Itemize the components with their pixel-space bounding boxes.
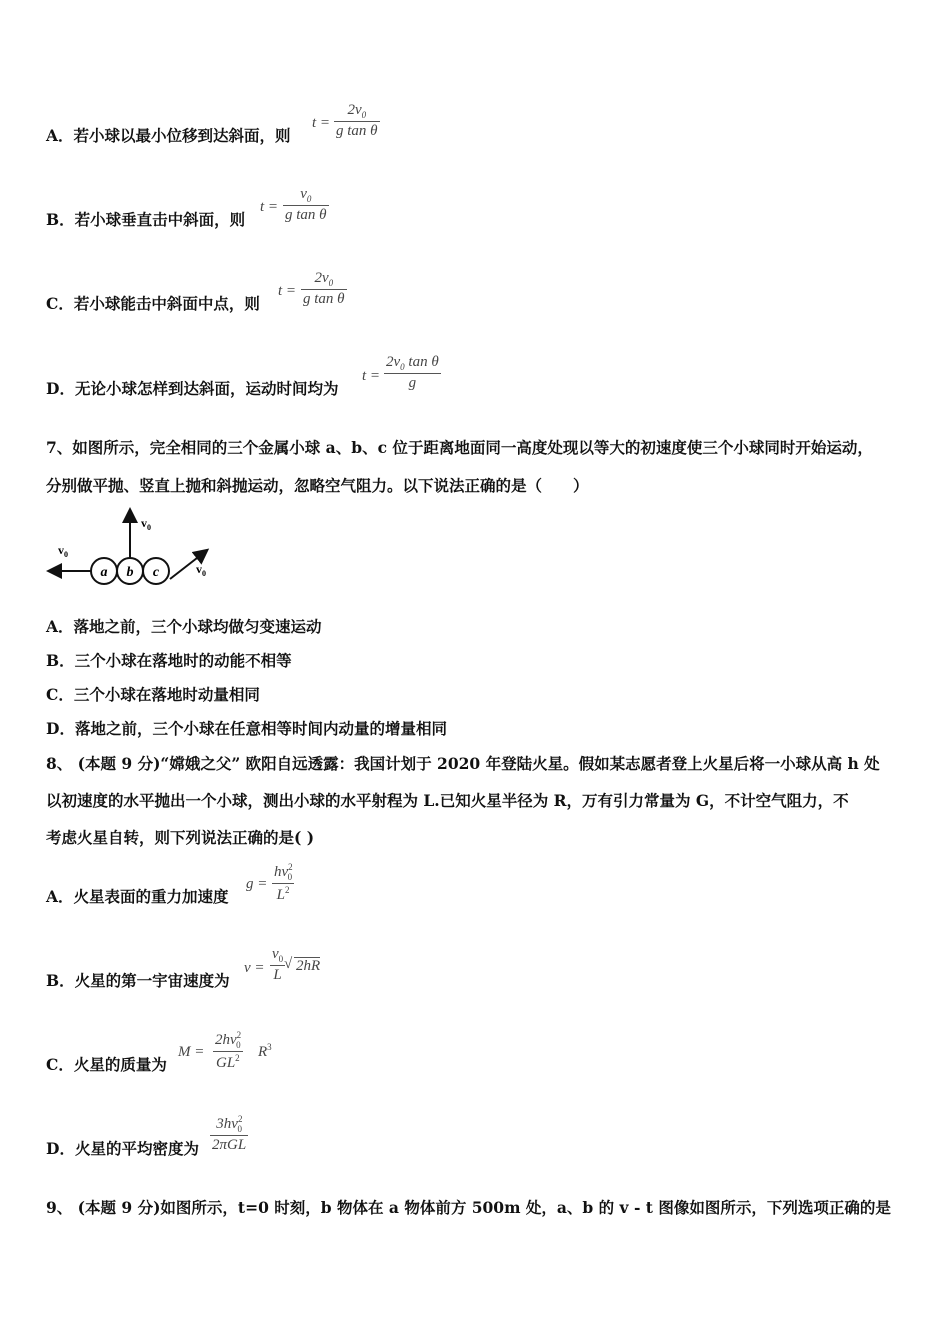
q6-option-c-fraction: [301, 270, 347, 308]
q8-option-d-label: D．火星的平均密度为: [46, 1139, 199, 1158]
q7-option-a[interactable]: A．落地之前，三个小球均做匀变速运动: [46, 617, 322, 636]
q6-option-a[interactable]: [46, 126, 291, 146]
q8-option-d-fraction: $3hv^2_0$ 2πGL: [212, 1114, 247, 1153]
q7-option-b[interactable]: B．三个小球在落地时的动能不相等: [46, 651, 292, 670]
q6-b-num-sub: 0: [306, 194, 312, 204]
ball-a-label: a: [100, 565, 108, 580]
q8-stem-line2: 以初速度的水平抛出一个小球，测出小球的水平射程为 L.已知火星半径为 R，万有引力常量为 G，不计空气阻力，不: [46, 791, 849, 810]
q7-option-c[interactable]: C．三个小球在落地时动量相同: [46, 685, 260, 704]
q8-c-num: 2hv: [215, 1032, 237, 1048]
q8-option-b-label: B．火星的第一宇宙速度为: [46, 971, 230, 990]
q6-option-c-lhs: t =: [278, 283, 297, 299]
q6-d-den: g: [408, 375, 417, 391]
q8-option-d[interactable]: [46, 1139, 199, 1159]
q8-option-c[interactable]: [46, 1055, 167, 1075]
q6-option-a-label: A．若小球以最小位移到达斜面，则: [46, 126, 291, 145]
q8-b-root-text: 2hR: [296, 958, 321, 974]
q8-a-num: hv: [274, 864, 289, 880]
q8-a-den: L: [276, 887, 285, 903]
q8-option-a[interactable]: [46, 887, 229, 907]
q8-option-a-label: A．火星表面的重力加速度: [46, 887, 229, 906]
q8-c-den: GL: [215, 1055, 236, 1071]
q6-option-d-fraction: [384, 354, 441, 392]
q6-a-num: 2v: [347, 102, 362, 118]
q7-stem-line1: 7、如图所示，完全相同的三个金属小球 a、b、c 位于距离地面同一高度处现以等大的初速度使三个小球同时开始运动，: [46, 438, 873, 457]
q6-b-den: g tan θ: [285, 207, 327, 223]
q8-d-num: 3hv: [216, 1116, 238, 1132]
q6-option-d-lhs: t =: [362, 368, 381, 384]
q7-figure: [44, 505, 224, 595]
q6-c-num: 2v: [314, 270, 329, 286]
q8-option-a-lhs: g =: [246, 876, 268, 892]
q6-option-c[interactable]: [46, 294, 260, 314]
q8-option-b[interactable]: [46, 971, 230, 991]
q8-option-c-lhs: M =: [178, 1044, 205, 1060]
q6-option-b-label: B．若小球垂直击中斜面，则: [46, 210, 246, 229]
q6-option-c-label: C．若小球能击中斜面中点，则: [46, 294, 260, 313]
q8-option-a-fraction: $hv^2_0$ $L^2$: [274, 862, 293, 903]
q8-option-b-lhs: v =: [244, 960, 265, 976]
v0-label-oblique: $v_0$: [196, 562, 206, 578]
q6-option-b-fraction: [283, 186, 329, 224]
q6-c-num-sub: 0: [328, 278, 334, 288]
q8-option-c-label: C．火星的质量为: [46, 1055, 167, 1074]
q8-option-c-tail: $R^3$: [258, 1042, 272, 1060]
q6-option-b[interactable]: [46, 210, 245, 230]
q8-b-den: L: [273, 967, 282, 983]
q6-option-a-fraction: [334, 102, 380, 140]
q8-c-tail-text: R: [258, 1044, 268, 1060]
q8-stem-line3: 考虑火星自转，则下列说法正确的是( ): [46, 828, 315, 847]
q6-option-d-label: D．无论小球怎样到达斜面，运动时间均为: [46, 379, 339, 398]
q8-d-den: 2πGL: [212, 1137, 247, 1153]
q6-d-num-sub: 0: [400, 362, 405, 372]
q8-stem-line1: 8、 (本题 9 分)“嫦娥之父” 欧阳自远透露：我国计划于 2020 年登陆火星。假如某志愿者登上火星后将一小球从高 h 处: [46, 754, 880, 773]
q9-stem: 9、 (本题 9 分)如图所示，t=0 时刻，b 物体在 a 物体前方 500m 处，a、b 的 v - t 图像如图所示，下列选项正确的是: [46, 1198, 891, 1217]
q6-c-den: g tan θ: [303, 291, 345, 307]
q6-a-den: g tan θ: [336, 123, 378, 139]
q7-option-d[interactable]: D．落地之前，三个小球在任意相等时间内动量的增量相同: [46, 719, 447, 738]
ball-c-label: c: [152, 565, 160, 580]
q6-d-num-tail: tan θ: [404, 354, 439, 370]
q8-option-b-fraction: $v_0$ L: [272, 946, 284, 983]
q8-option-c-fraction: $2hv^2_0$ $GL^2$: [215, 1030, 242, 1071]
v0-label-left: $v_0$: [58, 543, 68, 559]
q6-option-a-lhs: t =: [312, 115, 331, 131]
q6-b-num: v: [300, 186, 307, 202]
q8-b-num: v: [272, 946, 279, 962]
q7-stem-line2: 分别做平抛、竖直上抛和斜抛运动，忽略空气阻力。以下说法正确的是（ ）: [46, 476, 589, 495]
q6-option-b-lhs: t =: [260, 199, 279, 215]
q6-d-num: 2v: [386, 354, 401, 370]
q8-option-b-root: √ 2hR: [284, 956, 321, 974]
q6-option-d[interactable]: [46, 379, 338, 399]
ball-b-label: b: [126, 565, 134, 580]
q6-a-num-sub: 0: [361, 110, 367, 120]
v0-label-up: $v_0$: [141, 516, 151, 532]
